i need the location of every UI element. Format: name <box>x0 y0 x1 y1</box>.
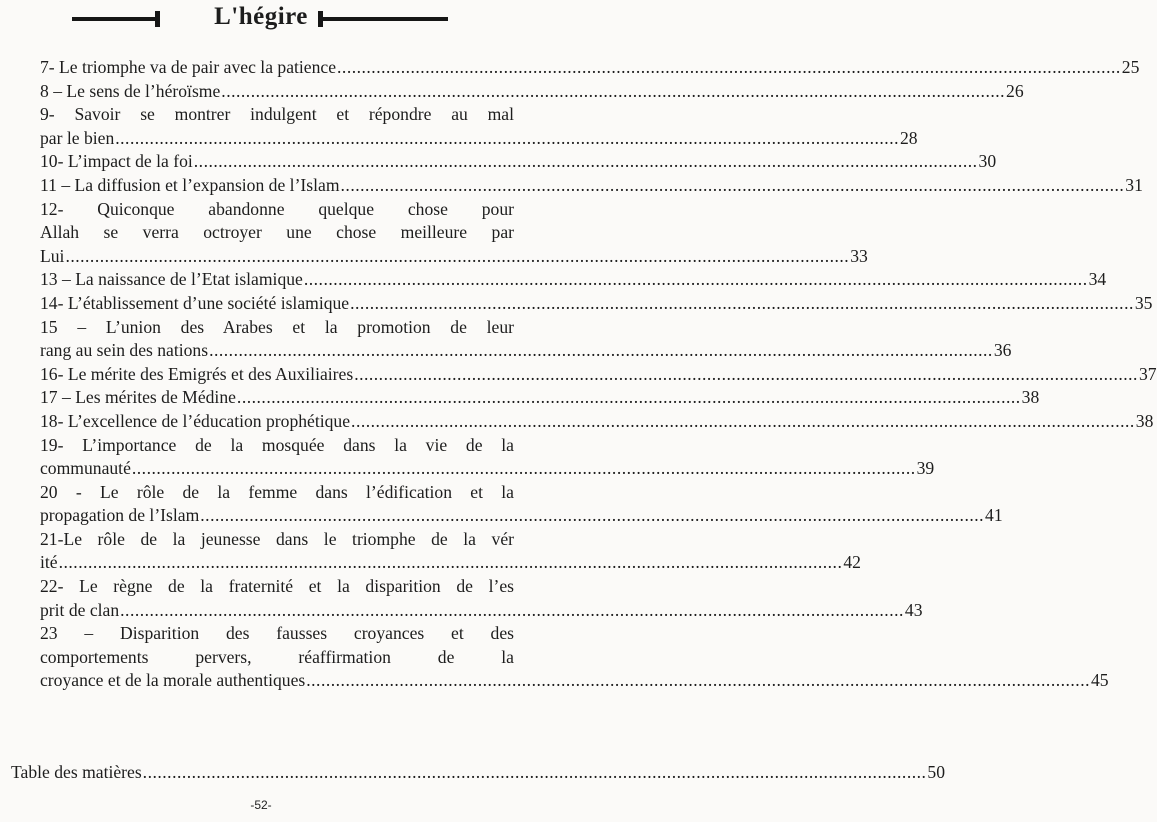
toc-leader-dots: ................................................................................................................................................................ <box>58 552 843 573</box>
toc-leader-dots: ................................................................................................................................................................ <box>142 762 927 782</box>
toc-entry-page: 36 <box>993 340 1012 361</box>
toc-entry <box>40 174 1143 198</box>
toc-leader-dots: ................................................................................................................................................................ <box>221 80 1006 101</box>
toc-entry-title: croyance et de la morale authentiques <box>40 670 306 691</box>
toc-entry-line: comportements pervers, réaffirmation de la <box>40 646 514 667</box>
toc-entry <box>40 481 1003 528</box>
toc-entry-line <box>40 127 918 151</box>
toc-entry <box>40 198 868 269</box>
toc-leader-dots: ................................................................................................................................................................ <box>350 292 1134 313</box>
toc-leader-dots: ................................................................................................................................................................ <box>354 363 1138 384</box>
toc-entry-line: Allah se verra octroyer une chose meilleure par <box>40 222 514 243</box>
toc-entry <box>40 316 1012 363</box>
toc-entry <box>40 622 1109 693</box>
toc-leader-dots: ................................................................................................................................................................ <box>306 670 1090 691</box>
toc-entry-title: Lui <box>40 245 65 266</box>
toc-entry-line <box>40 245 868 269</box>
toc-entry-title: 18- L’excellence de l’éducation prophétique <box>40 410 351 431</box>
toc-entry-page: 33 <box>850 245 868 266</box>
page-header <box>0 0 522 40</box>
toc-entry <box>40 103 918 150</box>
toc-entry <box>40 363 1157 387</box>
toc-entry-page: 38 <box>1021 387 1040 408</box>
toc-entry-line: 23 – Disparition des fausses croyances et des <box>40 623 514 644</box>
toc-entry <box>40 528 861 575</box>
toc-entry-line <box>40 410 1154 434</box>
toc-entry-page: 25 <box>1121 57 1140 77</box>
toc-entry-title: 11 – La diffusion et l’expansion de l’Islam <box>40 174 340 195</box>
toc-entry-table-des-matieres <box>11 761 946 785</box>
toc-entry-page: 31 <box>1125 174 1143 195</box>
toc-entry <box>40 80 1024 104</box>
toc-entry-line: 9- Savoir se montrer indulgent et répondre au mal <box>40 104 514 125</box>
toc-entry-title: prit de clan <box>40 599 120 620</box>
toc-leader-dots: ................................................................................................................................................................ <box>209 340 993 361</box>
toc-entry <box>40 150 997 174</box>
toc-entry-title: rang au sein des nations <box>40 340 209 361</box>
toc-entry-line: 12- Quiconque abandonne quelque chose pour <box>40 198 514 219</box>
toc-entry-page: 34 <box>1088 269 1107 290</box>
toc-entry-line <box>40 551 861 575</box>
toc-entry-line: 20 - Le rôle de la femme dans l’édification et la <box>40 481 514 502</box>
toc-entry-page: 43 <box>904 599 923 620</box>
toc-leader-dots: ................................................................................................................................................................ <box>351 410 1135 431</box>
toc-entry-line <box>40 174 1143 198</box>
toc-entry-title: communauté <box>40 458 131 479</box>
toc-entry-title: 14- L’établissement d’une société islamique <box>40 292 350 313</box>
toc-leader-dots: ................................................................................................................................................................ <box>115 127 899 148</box>
toc-leader-dots: ................................................................................................................................................................ <box>120 599 904 620</box>
toc-entry-line: 21-Le rôle de la jeunesse dans le triomphe de la vér <box>40 528 514 549</box>
toc-entry-page: 50 <box>927 762 946 782</box>
toc-entry-line <box>40 386 1040 410</box>
page-number: -52- <box>250 798 272 812</box>
toc-entry-page: 38 <box>1135 410 1154 431</box>
toc-entry-page: 26 <box>1006 80 1024 101</box>
toc-entry-line <box>40 268 1107 292</box>
toc-leader-dots: ................................................................................................................................................................ <box>193 151 978 172</box>
toc-entry-page: 35 <box>1134 292 1153 313</box>
toc-entry-page: 37 <box>1138 363 1157 384</box>
toc-leader-dots: ................................................................................................................................................................ <box>340 174 1125 195</box>
toc-entry-page: 39 <box>916 458 935 479</box>
table-of-contents <box>40 56 1157 693</box>
toc-entry-page: 30 <box>978 151 997 172</box>
toc-entry-line <box>40 80 1024 104</box>
toc-leader-dots: ................................................................................................................................................................ <box>131 458 916 479</box>
running-title: L'hégire <box>214 3 308 30</box>
toc-entry-title: par le bien <box>40 127 115 148</box>
toc-entry-line: 19- L’importance de la mosquée dans la vie de la <box>40 434 514 455</box>
toc-entry <box>40 386 1040 410</box>
toc-entry-line <box>40 363 1157 387</box>
toc-leader-dots: ................................................................................................................................................................ <box>200 505 985 526</box>
toc-entry-line: 15 – L’union des Arabes et la promotion de leur <box>40 316 514 337</box>
toc-entry <box>40 575 923 622</box>
toc-entry-title: 16- Le mérite des Emigrés et des Auxiliaires <box>40 363 354 384</box>
toc-entry-title: 17 – Les mérites de Médine <box>40 387 236 408</box>
toc-entry-title: 8 – Le sens de l’héroïsme <box>40 80 221 101</box>
toc-entry-line <box>40 339 1012 363</box>
toc-entry-title: 10- L’impact de la foi <box>40 151 193 172</box>
toc-entry-line: 22- Le règne de la fraternité et la disparition de l’es <box>40 576 514 597</box>
toc-entry <box>40 268 1107 292</box>
toc-entry-line <box>40 669 1109 693</box>
toc-entry-line <box>40 292 1153 316</box>
toc-entry-line <box>11 761 946 785</box>
toc-entry-line <box>40 504 1003 528</box>
toc-entry-title: 13 – La naissance de l’Etat islamique <box>40 269 303 290</box>
toc-entry-title: propagation de l’Islam <box>40 505 200 526</box>
toc-entry-line <box>40 599 923 623</box>
toc-entry <box>40 434 935 481</box>
toc-entry-page: 28 <box>900 127 918 148</box>
toc-entry <box>40 410 1154 434</box>
toc-entry <box>40 292 1153 316</box>
toc-entry-line <box>40 457 935 481</box>
toc-entry-line <box>40 56 1140 80</box>
toc-leader-dots: ................................................................................................................................................................ <box>236 387 1021 408</box>
toc-entry-title: ité <box>40 552 58 573</box>
toc-entry-title: Table des matières <box>11 762 142 782</box>
toc-leader-dots: ................................................................................................................................................................ <box>65 245 850 266</box>
toc-entry-page: 41 <box>985 505 1003 526</box>
toc-entry <box>40 56 1140 80</box>
toc-leader-dots: ................................................................................................................................................................ <box>303 269 1088 290</box>
toc-leader-dots: ................................................................................................................................................................ <box>337 57 1121 77</box>
header-rule-right <box>322 17 448 21</box>
toc-entry-page: 45 <box>1091 670 1109 691</box>
toc-entry-line <box>40 150 997 174</box>
toc-entry-title: 7- Le triomphe va de pair avec la patience <box>40 57 337 77</box>
toc-entry-page: 42 <box>843 552 861 573</box>
